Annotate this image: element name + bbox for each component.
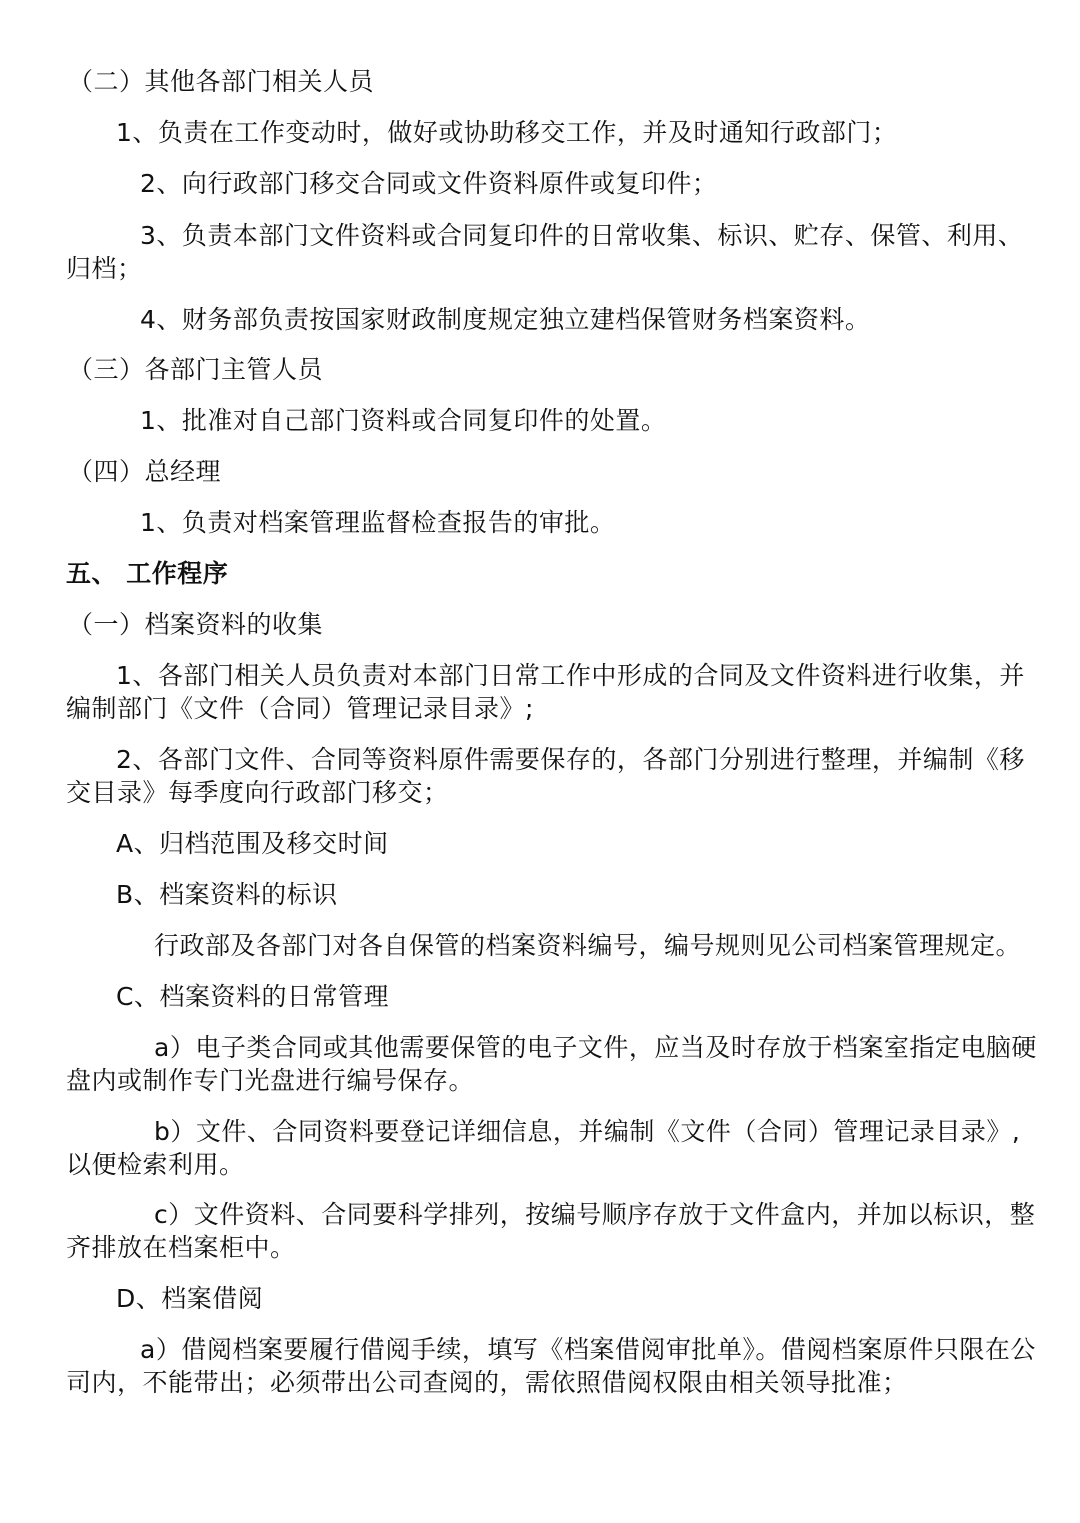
- sub-heading: C、档案资料的日常管理: [116, 982, 389, 1011]
- paragraph-line: 1、各部门相关人员负责对本部门日常工作中形成的合同及文件资料进行收集，并: [116, 661, 1025, 690]
- paragraph-line: 司内，不能带出；必须带出公司查阅的，需依照借阅权限由相关领导批准；: [66, 1368, 908, 1397]
- sub-heading: B、档案资料的标识: [116, 880, 338, 909]
- paragraph-line: 行政部及各部门对各自保管的档案资料编号，编号规则见公司档案管理规定。: [154, 931, 1022, 960]
- paragraph-line: a）电子类合同或其他需要保管的电子文件，应当及时存放于档案室指定电脑硬: [154, 1033, 1037, 1062]
- paragraph-line: 1、负责在工作变动时，做好或协助移交工作，并及时通知行政部门；: [116, 118, 898, 147]
- paragraph-line: 2、向行政部门移交合同或文件资料原件或复印件；: [140, 169, 718, 198]
- sub-heading: D、档案借阅: [116, 1284, 264, 1313]
- paragraph-line: 编制部门《文件（合同）管理记录目录》;: [66, 694, 534, 723]
- paragraph-line: 1、负责对档案管理监督检查报告的审批。: [140, 508, 616, 537]
- paragraph-line: b）文件、合同资料要登记详细信息，并编制《文件（合同）管理记录目录》,: [154, 1117, 1021, 1146]
- sub-heading: A、归档范围及移交时间: [116, 829, 389, 858]
- section-heading-1: （一）档案资料的收集: [68, 610, 324, 639]
- paragraph-line: a）借阅档案要履行借阅手续，填写《档案借阅审批单》。借阅档案原件只限在公: [140, 1335, 1036, 1364]
- paragraph-line: 2、各部门文件、合同等资料原件需要保存的，各部门分别进行整理，并编制《移: [116, 745, 1025, 774]
- paragraph-line: c）文件资料、合同要科学排列，按编号顺序存放于文件盒内，并加以标识，整: [154, 1200, 1036, 1229]
- paragraph-line: 3、负责本部门文件资料或合同复印件的日常收集、标识、贮存、保管、利用、: [140, 221, 1024, 250]
- paragraph-line: 交目录》每季度向行政部门移交；: [66, 778, 449, 807]
- section-heading-3: （三）各部门主管人员: [68, 355, 324, 384]
- section-heading-4: （四）总经理: [68, 457, 222, 486]
- section-heading-2: （二）其他各部门相关人员: [68, 67, 375, 96]
- paragraph-line: 4、财务部负责按国家财政制度规定独立建档保管财务档案资料。: [140, 305, 871, 334]
- paragraph-line: 盘内或制作专门光盘进行编号保存。: [66, 1066, 475, 1095]
- paragraph-line: 齐排放在档案柜中。: [66, 1233, 296, 1262]
- paragraph-line: 1、批准对自己部门资料或合同复印件的处置。: [140, 406, 667, 435]
- paragraph-line: 归档；: [66, 254, 143, 283]
- paragraph-line: 以便检索利用。: [66, 1150, 245, 1179]
- chapter-heading: 五、 工作程序: [66, 559, 229, 588]
